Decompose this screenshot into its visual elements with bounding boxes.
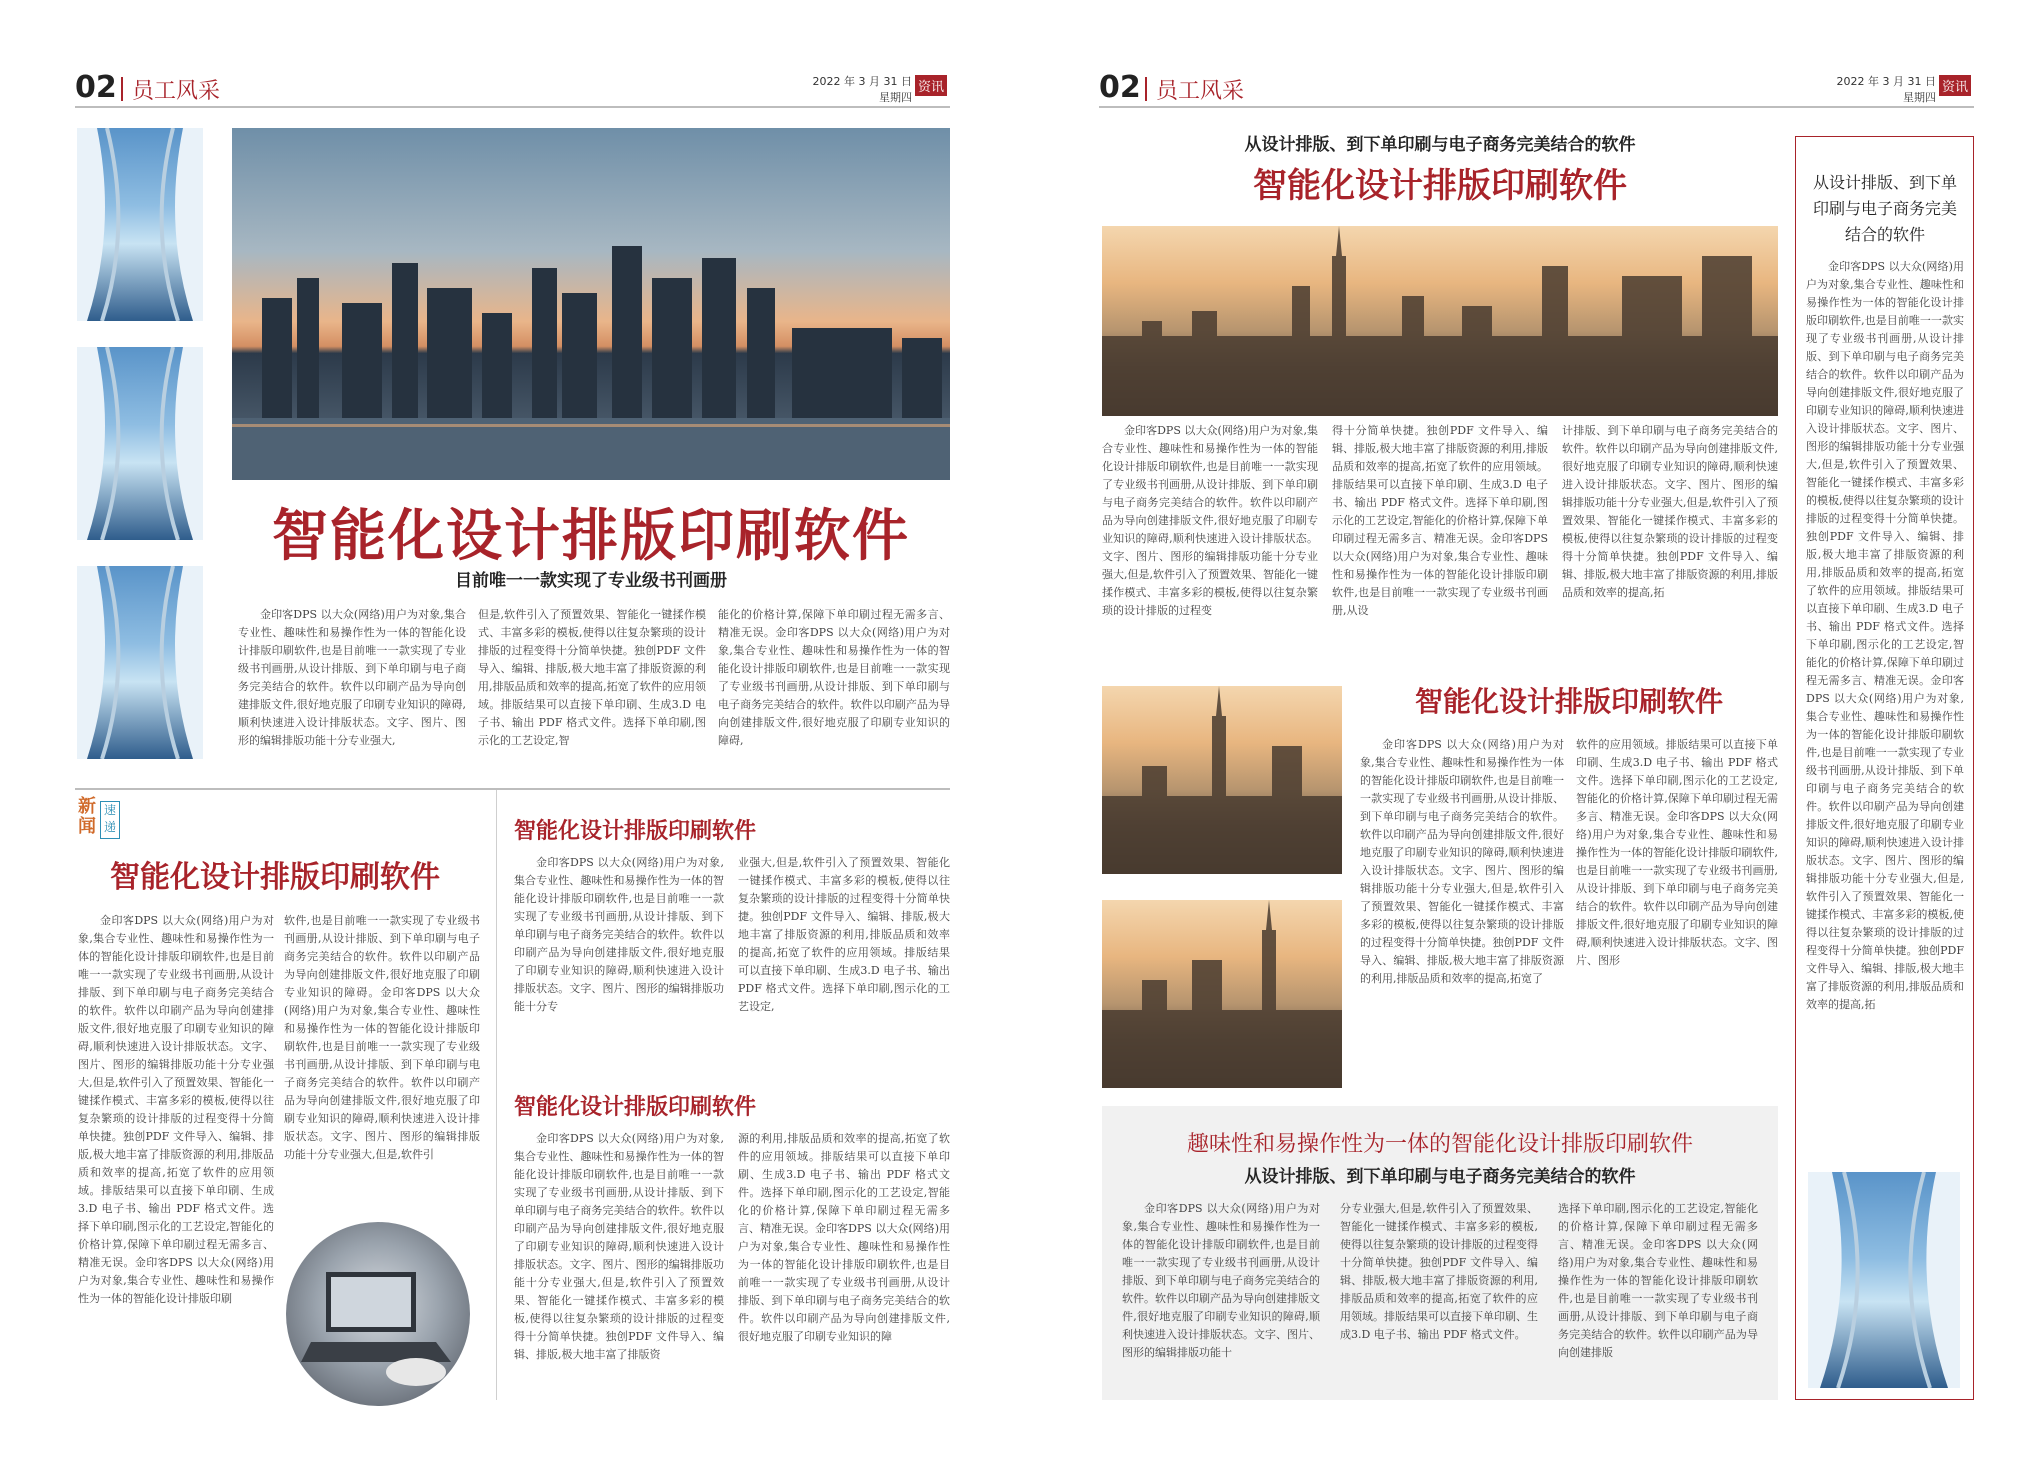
architecture-photo	[77, 347, 203, 540]
date-text: 2022 年 3 月 31 日	[812, 75, 912, 88]
city-photo	[1102, 900, 1342, 1088]
news-express-logo	[78, 797, 122, 841]
city-photo	[1102, 686, 1342, 874]
article-title: 智能化设计排版印刷软件	[1414, 685, 1723, 718]
architecture-photo	[1808, 1172, 1960, 1388]
article-column-1: 金印客DPS 以大众(网络)用户为对象,集合专业性、趣味性和易操作性为一体的智能化设计排版印刷软件,也是目前唯一一款实现了专业级书刊画册,从设计排版、到下单印刷与电子商务完美结合的软件。软件以印刷产品为导向创建排版文件,很好地克服了印刷专业知识的障碍,顺利快速进入设计排版状态。文字、图片、图形的编辑排版功能十分专	[514, 856, 724, 1013]
section-rule	[75, 788, 950, 790]
logo-char-3: 速	[103, 803, 116, 817]
article-column-2: 软件的应用领域。排版结果可以直接下单印刷、生成3.D 电子书、输出 PDF 格式文件。选择下单印刷,图示化的工艺设定,智能化的价格计算,保障下单印刷过程无需多言、精准无误。金印客DPS 以大众(网络)用户为对象,集合专业性、趣味性和易操作性为一体的智能化设计排版印刷软件,也是目前唯一一款实现了专业级书刊画册,从设计排版、到下单印刷与电子商务完美结合的软件。软件以印刷产品为导向创建排版文件,很好地克服了印刷专业知识的障碍,顺利快速进入设计排版状态。文字、图片、图形	[1576, 738, 1778, 967]
architecture-photo	[77, 128, 203, 321]
hero-column-2: 但是,软件引入了预置效果、智能化一键揉作模式、丰富多彩的模板,使得以往复杂繁琐的设计排版的过程变得十分简单快捷。独创PDF 文件导入、编辑、排版,极大地丰富了排版资源的利用,排版品质和效率的提高,拓宽了软件的应用领域。排版结果可以直接下单印刷、生成3.D 电子书、输出 PDF 格式文件。选择下单印刷,图示化的工艺设定,智	[478, 608, 706, 747]
weekday-text: 星期四	[879, 91, 912, 104]
logo-char-2: 闻	[78, 816, 96, 837]
hero-column-1: 金印客DPS 以大众(网络)用户为对象,集合专业性、趣味性和易操作性为一体的智能化设计排版印刷软件,也是目前唯一一款实现了专业级书刊画册,从设计排版、到下单印刷与电子商务完美结合的软件。软件以印刷产品为导向创建排版文件,很好地克服了印刷专业知识的障碍,顺利快速进入设计排版状态。文字、图片、图形的编辑排版功能十分专业强大,	[238, 608, 466, 747]
header-divider	[1145, 77, 1147, 101]
news-tag: 资讯	[915, 75, 947, 96]
article-title: 智能化设计排版印刷软件	[1253, 166, 1627, 206]
new-york-skyline-photo	[1102, 226, 1778, 416]
article-column-1: 金印客DPS 以大众(网络)用户为对象,集合专业性、趣味性和易操作性为一体的智能化设计排版印刷软件,也是目前唯一一款实现了专业级书刊画册,从设计排版、到下单印刷与电子商务完美结合的软件。软件以印刷产品为导向创建排版文件,很好地克服了印刷专业知识的障碍,顺利快速进入设计排版状态。文字、图片、图形的编辑排版功能十分专业强大,但是,软件引入了预置效果、智能化一键揉作模式、丰富多彩的模板,使得以往复杂繁琐的设计排版的过程变	[1102, 424, 1318, 617]
sidebar-title: 从设计排版、到下单印刷与电子商务完美结合的软件	[1812, 173, 1957, 244]
hero-subtitle: 目前唯一一款实现了专业级书刊画册	[455, 571, 727, 591]
article-column-1: 金印客DPS 以大众(网络)用户为对象,集合专业性、趣味性和易操作性为一体的智能化设计排版印刷软件,也是目前唯一一款实现了专业级书刊画册,从设计排版、到下单印刷与电子商务完美结合的软件。软件以印刷产品为导向创建排版文件,很好地克服了印刷专业知识的障碍,顺利快速进入设计排版状态。文字、图片、图形的编辑排版功能十分专业强大,但是,软件引入了预置效果、智能化一键揉作模式、丰富多彩的模板,使得以往复杂繁琐的设计排版的过程变得十分简单快捷。独创PDF 文件导入、编辑、排版,极大地丰富了排版资	[514, 1132, 724, 1361]
article-column-2: 源的利用,排版品质和效率的提高,拓宽了软件的应用领域。排版结果可以直接下单印刷、生成3.D 电子书、输出 PDF 格式文件。选择下单印刷,图示化的工艺设定,智能化的价格计算,保障下单印刷过程无需多言、精准无误。金印客DPS 以大众(网络)用户为对象,集合专业性、趣味性和易操作性为一体的智能化设计排版印刷软件,也是目前唯一一款实现了专业级书刊画册,从设计排版、到下单印刷与电子商务完美结合的软件。软件以印刷产品为导向创建排版文件,很好地克服了印刷专业知识的障	[738, 1132, 950, 1343]
date-text: 2022 年 3 月 31 日	[1836, 75, 1936, 88]
city-skyline-photo	[232, 128, 950, 480]
page-number: 02	[75, 70, 117, 105]
column-divider	[496, 790, 497, 1400]
header-rule	[1099, 106, 1974, 108]
issue-date	[812, 74, 912, 106]
laptop-photo	[286, 1222, 470, 1406]
news-tag: 资讯	[1939, 75, 1971, 96]
article-title: 智能化设计排版印刷软件	[514, 1095, 757, 1120]
hero-title: 智能化设计排版印刷软件	[272, 504, 910, 569]
article-column-1: 金印客DPS 以大众(网络)用户为对象,集合专业性、趣味性和易操作性为一体的智能化设计排版印刷软件,也是目前唯一一款实现了专业级书刊画册,从设计排版、到下单印刷与电子商务完美结合的软件。软件以印刷产品为导向创建排版文件,很好地克服了印刷专业知识的障碍,顺利快速进入设计排版状态。文字、图片、图形的编辑排版功能十分专业强大,但是,软件引入了预置效果、智能化一键揉作模式、丰富多彩的模板,使得以往复杂繁琐的设计排版的过程变得十分简单快捷。独创PDF 文件导入、编辑、排版,极大地丰富了排版资源的利用,排版品质和效率的提高,拓宽了软件的应用领域。排版结果可以直接下单印刷、生成3.D 电子书、输出 PDF 格式文件。选择下单印刷,图示化的工艺设定,智能化的价格计算,保障下单印刷过程无需多言、精准无误。金印客DPS 以大众(网络)用户为对象,集合专业性、趣味性和易操作性为一体的智能化设计排版印刷	[78, 914, 274, 1305]
article-column-3: 选择下单印刷,图示化的工艺设定,智能化的价格计算,保障下单印刷过程无需多言、精准无误。金印客DPS 以大众(网络)用户为对象,集合专业性、趣味性和易操作性为一体的智能化设计排版印刷软件,也是目前唯一一款实现了专业级书刊画册,从设计排版、到下单印刷与电子商务完美结合的软件。软件以印刷产品为导向创建排版	[1558, 1202, 1758, 1359]
article-column-2: 软件,也是目前唯一一款实现了专业级书刊画册,从设计排版、到下单印刷与电子商务完美结合的软件。软件以印刷产品为导向创建排版文件,很好地克服了印刷专业知识的障碍。金印客DPS 以大众(网络)用户为对象,集合专业性、趣味性和易操作性为一体的智能化设计排版印刷软件,也是目前唯一一款实现了专业级书刊画册,从设计排版、到下单印刷与电子商务完美结合的软件。软件以印刷产品为导向创建排版文件,很好地克服了印刷专业知识的障碍,顺利快速进入设计排版状态。文字、图片、图形的编辑排版功能十分专业强大,但是,软件引	[284, 914, 480, 1161]
article-title: 智能化设计排版印刷软件	[514, 819, 757, 844]
logo-char-1: 新	[78, 796, 96, 817]
article-column-1: 金印客DPS 以大众(网络)用户为对象,集合专业性、趣味性和易操作性为一体的智能化设计排版印刷软件,也是目前唯一一款实现了专业级书刊画册,从设计排版、到下单印刷与电子商务完美结合的软件。软件以印刷产品为导向创建排版文件,很好地克服了印刷专业知识的障碍,顺利快速进入设计排版状态。文字、图片、图形的编辑排版功能十分专业强大,但是,软件引入了预置效果、智能化一键揉作模式、丰富多彩的模板,使得以往复杂繁琐的设计排版的过程变得十分简单快捷。独创PDF 文件导入、编辑、排版,极大地丰富了排版资源的利用,排版品质和效率的提高,拓宽了	[1360, 738, 1564, 985]
article-column-2: 业强大,但是,软件引入了预置效果、智能化一键揉作模式、丰富多彩的模板,使得以往复杂繁琐的设计排版的过程变得十分简单快捷。独创PDF 文件导入、编辑、排版,极大地丰富了排版资源的利用,排版品质和效率的提高,拓宽了软件的应用领域。排版结果可以直接下单印刷、生成3.D 电子书、输出 PDF 格式文件。选择下单印刷,图示化的工艺设定,	[738, 856, 950, 1013]
page-number: 02	[1099, 70, 1141, 105]
article-kicker: 从设计排版、到下单印刷与电子商务完美结合的软件	[1244, 135, 1636, 155]
section-title: 员工风采	[1156, 79, 1245, 104]
article-column-1: 金印客DPS 以大众(网络)用户为对象,集合专业性、趣味性和易操作性为一体的智能化设计排版印刷软件,也是目前唯一一款实现了专业级书刊画册,从设计排版、到下单印刷与电子商务完美结合的软件。软件以印刷产品为导向创建排版文件,很好地克服了印刷专业知识的障碍,顺利快速进入设计排版状态。文字、图片、图形的编辑排版功能十	[1122, 1202, 1320, 1359]
article-column-3: 计排版、到下单印刷与电子商务完美结合的软件。软件以印刷产品为导向创建排版文件,很好地克服了印刷专业知识的障碍,顺利快速进入设计排版状态。文字、图片、图形的编辑排版功能十分专业强大,但是,软件引入了预置效果、智能化一键揉作模式、丰富多彩的模板,使得以往复杂繁琐的设计排版的过程变得十分简单快捷。独创PDF 文件导入、编辑、排版,极大地丰富了排版资源的利用,排版品质和效率的提高,拓	[1562, 424, 1778, 599]
article-title: 趣味性和易操作性为一体的智能化设计排版印刷软件	[1186, 1132, 1693, 1157]
hero-column-3: 能化的价格计算,保障下单印刷过程无需多言、精准无误。金印客DPS 以大众(网络)用户为对象,集合专业性、趣味性和易操作性为一体的智能化设计排版印刷软件,也是目前唯一一款实现了专业级书刊画册,从设计排版、到下单印刷与电子商务完美结合的软件。软件以印刷产品为导向创建排版文件,很好地克服了印刷专业知识的障碍,	[718, 608, 950, 747]
sidebar-body: 金印客DPS 以大众(网络)用户为对象,集合专业性、趣味性和易操作性为一体的智能化设计排版印刷软件,也是目前唯一一款实现了专业级书刊画册,从设计排版、到下单印刷与电子商务完美结合的软件。软件以印刷产品为导向创建排版文件,很好地克服了印刷专业知识的障碍,顺利快速进入设计排版状态。文字、图片、图形的编辑排版功能十分专业强大,但是,软件引入了预置效果、智能化一键揉作模式、丰富多彩的模板,使得以往复杂繁琐的设计排版的过程变得十分简单快捷。独创PDF 文件导入、编辑、排版,极大地丰富了排版资源的利用,排版品质和效率的提高,拓宽了软件的应用领域。排版结果可以直接下单印刷、生成3.D 电子书、输出 PDF 格式文件。选择下单印刷,图示化的工艺设定,智能化的价格计算,保障下单印刷过程无需多言、精准无误。金印客DPS 以大众(网络)用户为对象,集合专业性、趣味性和易操作性为一体的智能化设计排版印刷软件,也是目前唯一一款实现了专业级书刊画册,从设计排版、到下单印刷与电子商务完美结合的软件。软件以印刷产品为导向创建排版文件,很好地克服了印刷专业知识的障碍,顺利快速进入设计排版状态。文字、图片、图形的编辑排版功能十分专业强大,但是,软件引入了预置效果、智能化一键揉作模式、丰富多彩的模板,使得以往复杂繁琐的设计排版的过程变得十分简单快捷。独创PDF 文件导入、编辑、排版,极大地丰富了排版资源的利用,排版品质和效率的提高,拓	[1806, 260, 1964, 1011]
article-title: 智能化设计排版印刷软件	[110, 860, 440, 895]
header-rule	[75, 106, 950, 108]
weekday-text: 星期四	[1903, 91, 1936, 104]
article-column-2: 得十分简单快捷。独创PDF 文件导入、编辑、排版,极大地丰富了排版资源的利用,排版品质和效率的提高,拓宽了软件的应用领域。排版结果可以直接下单印刷、生成3.D 电子书、输出 PDF 格式文件。选择下单印刷,图示化的工艺设定,智能化的价格计算,保障下单印刷过程无需多言、精准无误。金印客DPS 以大众(网络)用户为对象,集合专业性、趣味性和易操作性为一体的智能化设计排版印刷软件,也是目前唯一一款实现了专业级书刊画册,从设	[1332, 424, 1548, 617]
article-column-2: 分专业强大,但是,软件引入了预置效果、智能化一键揉作模式、丰富多彩的模板,使得以往复杂繁琐的设计排版的过程变得十分简单快捷。独创PDF 文件导入、编辑、排版,极大地丰富了排版资源的利用,排版品质和效率的提高,拓宽了软件的应用领域。排版结果可以直接下单印刷、生成3.D 电子书、输出 PDF 格式文件。	[1340, 1202, 1538, 1341]
section-title: 员工风采	[132, 79, 221, 104]
architecture-photo	[77, 566, 203, 759]
header-divider	[121, 77, 123, 101]
article-subtitle: 从设计排版、到下单印刷与电子商务完美结合的软件	[1244, 1167, 1636, 1187]
issue-date	[1836, 74, 1936, 106]
logo-char-4: 递	[103, 820, 116, 834]
